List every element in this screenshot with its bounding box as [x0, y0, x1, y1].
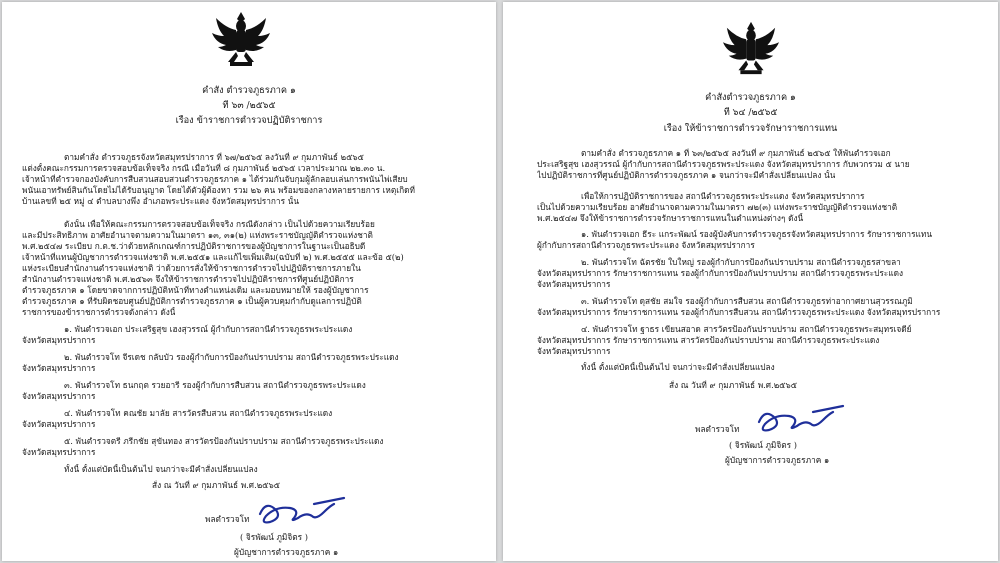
body-line: แต่งตั้งคณะกรรมการตรวจสอบข้อเท็จจริง กรณี เมื่อวันที่ ๘ กุมภาพันธ์ ๒๕๖๕ เวลาประมาณ ๒๒.๓๐ น.: [22, 163, 386, 173]
body-line: ทั้งนี้ ตั้งแต่บัดนี้เป็นต้นไป จนกว่าจะมีคำสั่งเปลี่ยนแปลง: [581, 362, 775, 372]
body-line: ๑. พันตำรวจเอก ธีระ แกระพัฒน์ รองผู้บังคับการตำรวจภูธรจังหวัดสมุทรปราการ รักษาราชการแทน: [581, 229, 933, 239]
body-line: ตำรวจภูธรภาค ๑ โดยขาดจากการปฏิบัติหน้าที่ทางตำแหน่งเดิม และมอบหมายให้ รองผู้บัญชาการ: [22, 285, 369, 295]
body-line: จังหวัดสมุทรปราการ: [22, 419, 96, 429]
body-line: จังหวัดสมุทรปราการ: [22, 447, 96, 457]
signature-name: ( จิรพัฒน์ ภูมิจิตร ): [240, 532, 308, 542]
order-number: ที่ ๖๔ /๒๕๖๕: [723, 107, 778, 118]
signature-rank: พลตำรวจโท: [695, 424, 740, 434]
body-line: ๕. พันตำรวจตรี ภรีกชัย สุขันทอง สารวัตรป้องกันปราบปราม สถานีตำรวจภูธรพระประแดง: [64, 436, 384, 446]
body-line: และมีประสิทธิภาพ อาศัยอำนาจตามความในมาตรา ๑๓, ๓๑(๒) แห่งพระราชบัญญัติตำรวจแห่งชาติ: [22, 230, 373, 240]
body-line: เจ้าหน้าที่ตำรวจกองบังคับการสืบสวนสอบสวนตำรวจภูธรภาค ๑ ได้ร่วมกันจับกุมผู้ลักลอบเล่นการพนันไพ่เสียบ: [22, 174, 408, 184]
body-line: ผู้กำกับการสถานีตำรวจภูธรพระประแดง จังหวัดสมุทรปราการ: [537, 240, 755, 250]
body-line: ราชการของข้าราชการตำรวจดังกล่าว ดังนี้: [22, 307, 176, 317]
order-number: ที่ ๖๓ /๒๕๖๕: [222, 100, 276, 111]
body-line: ประเสริฐสุข เฮงสุวรรณ์ ผู้กำกับการสถานีตำรวจภูธรพระประแดง จังหวัดสมุทรปราการ กับพวกรวม ๕ นาย: [537, 159, 910, 169]
handwritten-signature: [751, 402, 861, 438]
order-title: คำสั่งตำรวจภูธรภาค ๑: [705, 92, 796, 103]
order-date: สั่ง ณ วันที่ ๙ กุมภาพันธ์ พ.ศ.๒๕๖๕: [152, 480, 281, 490]
document-page-left: [2, 2, 496, 561]
body-line: เป็นไปด้วยความเรียบร้อย อาศัยอำนาจตามความในมาตรา ๗๒(๓) แห่งพระราชบัญญัติตำรวจแห่งชาติ: [537, 202, 898, 212]
body-line: พ.ศ.๒๕๔๗ จึงให้ข้าราชการตำรวจรักษาราชการแทนในตำแหน่งต่างๆ ดังนี้: [537, 213, 804, 223]
body-line: ทั้งนี้ ตั้งแต่บัดนี้เป็นต้นไป จนกว่าจะมีคำสั่งเปลี่ยนแปลง: [64, 464, 258, 474]
body-line: ตำรวจภูธรภาค ๑ ที่รับผิดชอบศูนย์ปฏิบัติการตำรวจภูธรภาค ๑ เป็นผู้ควบคุมกำกับดูแลการปฏิบัติ: [22, 296, 362, 306]
body-line: ๓. พันตำรวจโท ธนกฤต รวยอารี รองผู้กำกับการสืบสวน สถานีตำรวจภูธรพระประแดง: [64, 380, 366, 390]
handwritten-signature: [252, 494, 362, 530]
order-subject: เรื่อง ข้าราชการตำรวจปฏิบัติราชการ: [175, 115, 323, 126]
body-line: บ้านเลขที่ ๒๕ หมู่ ๔ ตำบลบางพึ่ง อำเภอพระประแดง จังหวัดสมุทรปราการ นั้น: [22, 196, 300, 206]
body-line: พนันเอาทรัพย์สินกันโดยไม่ได้รับอนุญาต โดยได้ตัวผู้ต้องหา รวม ๒๖ คน พร้อมของกลางหลายรายการ เหตุเกิดที่: [22, 185, 415, 195]
body-line: ๒. พันตำรวจโท จีรเดช กลับบัว รองผู้กำกับการป้องกันปราบปราม สถานีตำรวจภูธรพระประแดง: [64, 352, 399, 362]
body-line: จังหวัดสมุทรปราการ: [537, 279, 611, 289]
body-line: แห่งระเบียบสำนักงานตำรวจแห่งชาติ ว่าด้วยการสั่งให้ข้าราชการตำรวจไปปฏิบัติราชการภายใน: [22, 263, 361, 273]
body-line: ตามคำสั่ง ตำรวจภูธรจังหวัดสมุทรปราการ ที่ ๖๗/๒๕๖๕ ลงวันที่ ๙ กุมภาพันธ์ ๒๕๖๕: [64, 152, 364, 162]
body-line: ๑. พันตำรวจเอก ประเสริฐสุข เฮงสุวรรณ์ ผู้กำกับการสถานีตำรวจภูธรพระประแดง: [64, 324, 353, 334]
body-line: ๓. พันตำรวจโท ดุสชัย สมใจ รองผู้กำกับการสืบสวน สถานีตำรวจภูธรท่าอากาศยานสุวรรณภูมิ: [581, 296, 913, 306]
signature-position: ผู้บัญชาการตำรวจภูธรภาค ๑: [725, 455, 830, 465]
body-line: จังหวัดสมุทรปราการ: [22, 391, 96, 401]
order-date: สั่ง ณ วันที่ ๙ กุมภาพันธ์ พ.ศ.๒๕๖๕: [669, 380, 798, 390]
body-line: ตามคำสั่ง ตำรวจภูธรภาค ๑ ที่ ๖๓/๒๕๖๕ ลงวันที่ ๙ กุมภาพันธ์ ๒๕๖๕ ให้พันตำรวจเอก: [581, 148, 891, 158]
signature-name: ( จิรพัฒน์ ภูมิจิตร ): [729, 440, 797, 450]
order-title: คำสั่ง ตำรวจภูธรภาค ๑: [202, 85, 296, 96]
body-line: จังหวัดสมุทรปราการ รักษาราชการแทน รองผู้กำกับการสืบสวน สถานีตำรวจภูธรพระประแดง จังหวัดสมุทรปราการ: [537, 307, 941, 317]
body-line: จังหวัดสมุทรปราการ: [537, 346, 611, 356]
body-line: สำนักงานตำรวจแห่งชาติ พ.ศ.๒๕๖๓ จึงให้ข้าราชการตำรวจไปปฏิบัติราชการที่ศูนย์ปฏิบัติการ: [22, 274, 354, 284]
body-line: จังหวัดสมุทรปราการ: [22, 335, 96, 345]
garuda-emblem-icon: [210, 10, 272, 68]
body-line: ๔. พันตำรวจโท คณชัย มาลัย สารวัตรสืบสวน สถานีตำรวจภูธรพระประแดง: [64, 408, 333, 418]
order-subject: เรื่อง ให้ข้าราชการตำรวจรักษาราชการแทน: [663, 123, 838, 134]
garuda-emblem-icon: [721, 20, 781, 76]
body-line: จังหวัดสมุทรปราการ รักษาราชการแทน สารวัตรป้องกันปราบปราม สถานีตำรวจภูธรพระประแดง: [537, 335, 880, 345]
body-line: จังหวัดสมุทรปราการ: [22, 363, 96, 373]
body-line: เพื่อให้การปฏิบัติราชการของ สถานีตำรวจภูธรพระประแดง จังหวัดสมุทรปราการ: [581, 191, 865, 201]
signature-rank: พลตำรวจโท: [205, 514, 250, 524]
body-line: ดังนั้น เพื่อให้คณะกรรมการตรวจสอบข้อเท็จจริง กรณีดังกล่าว เป็นไปด้วยความเรียบร้อย: [64, 219, 375, 229]
document-page-right: [503, 2, 998, 561]
body-line: จังหวัดสมุทรปราการ รักษาราชการแทน รองผู้กำกับการป้องกันปราบปราม สถานีตำรวจภูธรพระประแดง: [537, 268, 904, 278]
signature-position: ผู้บัญชาการตำรวจภูธรภาค ๑: [234, 547, 339, 557]
body-line: เจ้าหน้าที่แทนผู้บัญชาการตำรวจแห่งชาติ พ.ศ.๒๕๕๑ และแก้ไขเพิ่มเติม(ฉบับที่ ๒) พ.ศ.๒๕๕๕ และข้อ ๕(๒): [22, 252, 404, 262]
body-line: ไปปฏิบัติราชการที่ศูนย์ปฏิบัติการตำรวจภูธรภาค ๑ จนกว่าจะมีคำสั่งเปลี่ยนแปลง นั้น: [537, 170, 836, 180]
body-line: พ.ศ.๒๕๔๗ ระเบียบ ก.ต.ช.ว่าด้วยหลักเกณฑ์การปฏิบัติราชการของผู้บัญชาการในฐานะเป็นอธิบดี: [22, 241, 366, 251]
body-line: ๒. พันตำรวจโท ฉัตรชัย ใบใหญ่ รองผู้กำกับการป้องกันปราบปราม สถานีตำรวจภูธรสาขลา: [581, 257, 901, 267]
body-line: ๔. พันตำรวจโท ฐาธร เขียนสอาด สารวัตรป้องกันปราบปราม สถานีตำรวจภูธรพระสมุทรเจดีย์: [581, 324, 912, 334]
